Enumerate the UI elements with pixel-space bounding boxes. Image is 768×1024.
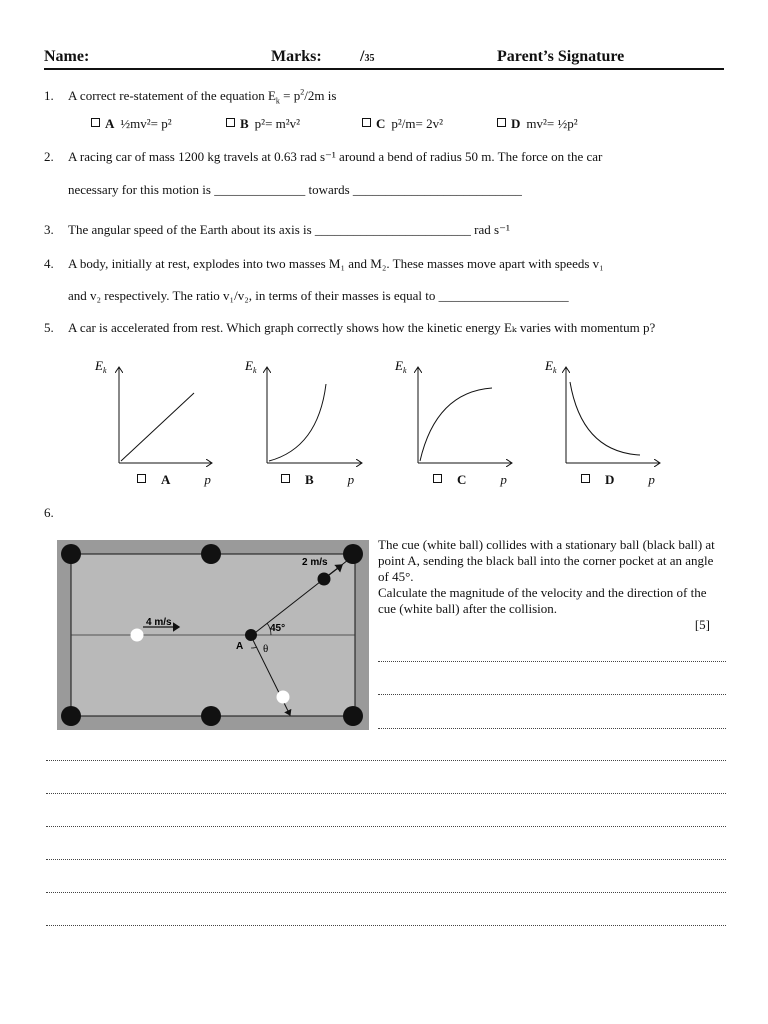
white-speed-label: 4 m/s: [146, 617, 172, 628]
pocket-icon: [343, 706, 363, 726]
graph-letter: C: [457, 472, 467, 487]
answer-line[interactable]: [46, 859, 726, 860]
q1-number: 1.: [44, 88, 54, 103]
checkbox-icon[interactable]: [362, 118, 371, 127]
answer-line[interactable]: [378, 694, 726, 695]
graph-x-label: p: [648, 472, 655, 487]
black-ball-at-a: [245, 629, 257, 641]
q6-number: 6.: [44, 505, 54, 520]
angle-45-label: 45°: [270, 623, 286, 634]
option-letter: B: [240, 116, 249, 131]
answer-line[interactable]: [46, 925, 726, 926]
header-rule: [44, 68, 724, 70]
q2-line2[interactable]: necessary for this motion is ______________ towards __________________________: [68, 182, 522, 197]
graph-c-curve: [420, 388, 492, 461]
pocket-icon: [61, 706, 81, 726]
q1-text-eq: = p: [279, 88, 301, 103]
option-text: mv²= ½p²: [526, 116, 578, 131]
q5-graphs: [0, 350, 768, 475]
option-letter: C: [376, 116, 386, 131]
graph-d: [544, 358, 660, 463]
option-text: ½mv²= p²: [120, 116, 172, 131]
pocket-icon: [201, 706, 221, 726]
q6-description: [378, 537, 726, 633]
pocket-icon: [201, 544, 221, 564]
q1-text-a: A correct re-statement of the equation E: [68, 88, 276, 103]
graph-b-option[interactable]: [281, 472, 354, 488]
graph-d-y-label: $E_k$: [545, 358, 557, 375]
white-ball-initial: [131, 629, 144, 642]
graph-a-y-label: $E_k$: [95, 358, 107, 375]
q1-text-k: k: [275, 96, 280, 106]
graph-x-label: p: [500, 472, 507, 487]
graph-x-label: p: [347, 472, 355, 487]
q6-marks: [5]: [694, 617, 710, 632]
graph-c-y-label: $E_k$: [395, 358, 407, 375]
graph-letter: A: [161, 472, 171, 487]
q5-number: 5.: [44, 320, 54, 335]
q1-option-b[interactable]: [226, 116, 300, 132]
graph-d-curve: [570, 382, 640, 455]
point-a-label: A: [236, 641, 244, 652]
answer-line[interactable]: [378, 661, 726, 662]
marks-label: Marks:: [271, 48, 322, 65]
q3-number: 3.: [44, 222, 54, 237]
black-ball-after: [318, 573, 331, 586]
parent-signature-label: Parent’s Signature: [497, 48, 625, 65]
q1-option-c[interactable]: [362, 116, 443, 132]
graph-b-curve: [269, 384, 326, 461]
graph-letter: B: [305, 472, 314, 487]
q1-text-sq: 2: [300, 87, 305, 97]
q5-text: A car is accelerated from rest. Which graph correctly shows how the kinetic energy Eₖ varies with momentum p?: [68, 320, 656, 335]
checkbox-icon[interactable]: [581, 474, 590, 483]
q2-line1: A racing car of mass 1200 kg travels at 0.63 rad s⁻¹ around a bend of radius 50 m. The force on the car: [68, 149, 603, 164]
q3-text[interactable]: The angular speed of the Earth about its axis is ________________________ rad s⁻¹: [68, 222, 510, 237]
graph-c-option[interactable]: [433, 472, 507, 488]
black-speed-label: 2 m/s: [302, 557, 328, 568]
checkbox-icon[interactable]: [91, 118, 100, 127]
graph-c: [394, 358, 512, 463]
graph-b: [244, 358, 362, 463]
q1-text: [68, 88, 336, 104]
q1-option-a[interactable]: [91, 116, 172, 132]
q6-text: The cue (white ball) collides with a stationary ball (black ball) at point A, sending the black ball into the corner pocket at an angle of 45°.: [378, 537, 715, 584]
checkbox-icon[interactable]: [226, 118, 235, 127]
checkbox-icon[interactable]: [137, 474, 146, 483]
graph-a-curve: [121, 393, 194, 461]
q6-text2: Calculate the magnitude of the velocity and the direction of the cue (white ball) after the collision.: [378, 585, 707, 616]
q4-line1: A body, initially at rest, explodes into two masses M₁ and M₂. These masses move apart with speeds v₁: [68, 256, 604, 271]
name-label: Name:: [44, 48, 90, 65]
pool-table-diagram: [57, 540, 369, 730]
white-ball-after: [277, 691, 290, 704]
q1-option-d[interactable]: [497, 116, 578, 132]
pocket-icon: [61, 544, 81, 564]
graph-d-option[interactable]: [581, 472, 655, 488]
option-letter: D: [511, 116, 521, 131]
option-text: p²/m= 2v²: [391, 116, 443, 131]
checkbox-icon[interactable]: [281, 474, 290, 483]
marks-total-value: 35: [364, 53, 375, 64]
graph-a: [94, 358, 212, 463]
theta-label: θ: [263, 643, 269, 655]
option-text: p²= m²v²: [254, 116, 301, 131]
q2-number: 2.: [44, 149, 54, 164]
marks-total: [360, 48, 374, 66]
q4-line2[interactable]: and v₂ respectively. The ratio v₁/v₂, in terms of their masses is equal to ____________________: [68, 288, 569, 303]
answer-line[interactable]: [46, 892, 726, 893]
graph-b-y-label: $E_k$: [245, 358, 257, 375]
checkbox-icon[interactable]: [433, 474, 442, 483]
option-letter: A: [105, 116, 115, 131]
graph-letter: D: [605, 472, 615, 487]
graph-a-option[interactable]: [137, 472, 211, 488]
answer-line[interactable]: [46, 760, 726, 761]
marks-slash: /: [360, 48, 365, 65]
answer-line[interactable]: [46, 826, 726, 827]
answer-line[interactable]: [46, 793, 726, 794]
graph-x-label: p: [204, 472, 211, 487]
q4-number: 4.: [44, 256, 54, 271]
q1-text-tail: /2m is: [304, 88, 337, 103]
checkbox-icon[interactable]: [497, 118, 506, 127]
answer-line[interactable]: [378, 728, 726, 729]
